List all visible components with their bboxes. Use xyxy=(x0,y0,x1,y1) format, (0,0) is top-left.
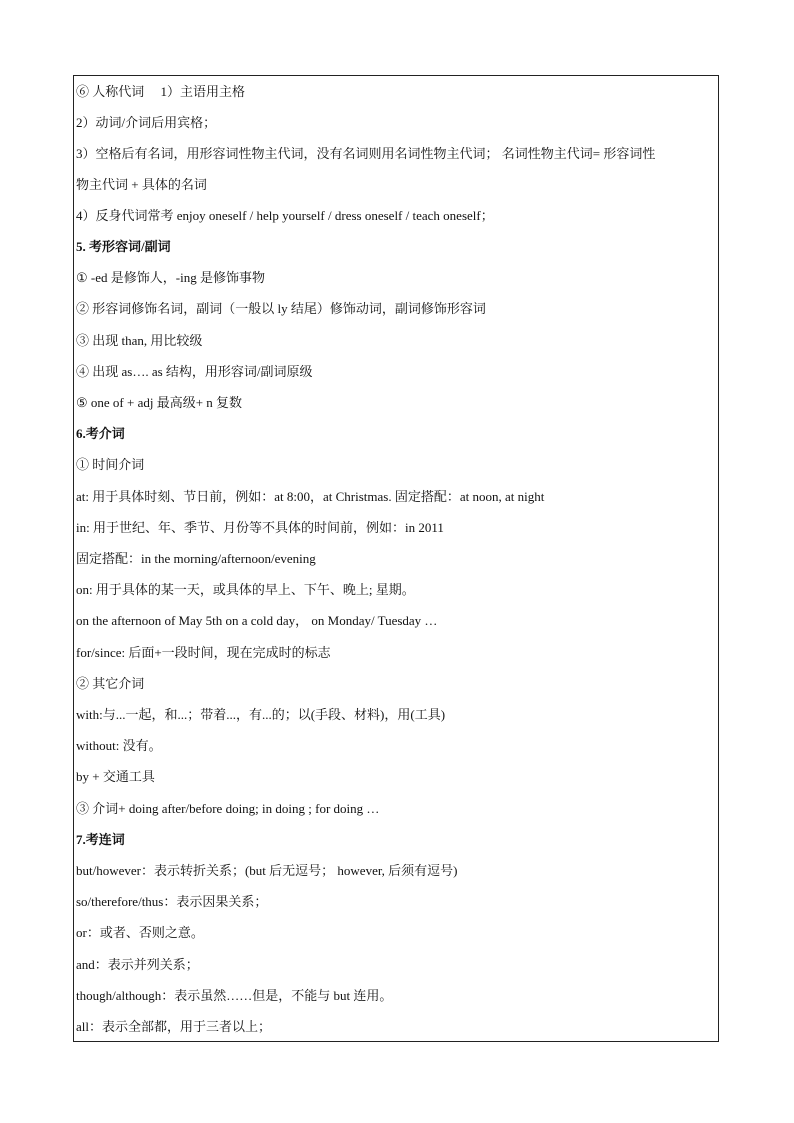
section-heading: 5. 考形容词/副词 xyxy=(76,239,171,254)
section-heading: 7.考连词 xyxy=(76,832,125,847)
text-line: on: 用于具体的某一天，或具体的早上、下午、晚上; 星期。 xyxy=(76,582,415,597)
text-line: 3）空格后有名词，用形容词性物主代词，没有名词则用名词性物主代词； 名词性物主代词= 形容词性 xyxy=(76,146,656,161)
text-line: though/although：表示虽然……但是，不能与 but 连用。 xyxy=(76,988,393,1003)
text-line: ① 时间介词 xyxy=(76,457,145,472)
text-line: ② 形容词修饰名词，副词（一般以 ly 结尾）修饰动词，副词修饰形容词 xyxy=(76,301,486,316)
text-line: but/however：表示转折关系；(but 后无逗号； however, 后须有逗号) xyxy=(76,863,458,878)
text-line: and：表示并列关系； xyxy=(76,957,199,972)
text-line: ③ 介词+ doing after/before doing; in doing ; for doing … xyxy=(76,801,380,816)
text-line: on the afternoon of May 5th on a cold day， on Monday/ Tuesday … xyxy=(76,613,438,628)
text-line: all：表示全部都，用于三者以上； xyxy=(76,1019,271,1034)
text-line: ⑤ one of + adj 最高级+ n 复数 xyxy=(76,395,243,410)
text-line: ⑥ 人称代词 1）主语用主格 xyxy=(76,84,246,99)
text-line: ③ 出现 than, 用比较级 xyxy=(76,333,203,348)
text-line: 固定搭配：in the morning/afternoon/evening xyxy=(76,551,316,566)
text-line: 物主代词 + 具体的名词 xyxy=(76,177,207,192)
text-line: ① -ed 是修饰人，-ing 是修饰事物 xyxy=(76,270,265,285)
section-heading: 6.考介词 xyxy=(76,426,125,441)
text-line: 2）动词/介词后用宾格； xyxy=(76,115,217,130)
text-line: without: 没有。 xyxy=(76,738,162,753)
text-line: in: 用于世纪、年、季节、月份等不具体的时间前，例如：in 2011 xyxy=(76,520,444,535)
text-line: ② 其它介词 xyxy=(76,676,145,691)
text-line: at: 用于具体时刻、节日前，例如：at 8:00，at Christmas. 固定搭配：at noon, at night xyxy=(76,489,545,504)
text-line: or：或者、否则之意。 xyxy=(76,925,204,940)
text-line: for/since: 后面+一段时间，现在完成时的标志 xyxy=(76,645,331,660)
text-line: with:与...一起，和...；带着...，有...的；以(手段、材料)，用(工具) xyxy=(76,707,446,722)
text-line: by + 交通工具 xyxy=(76,769,155,784)
text-line: 4）反身代词常考 enjoy oneself / help yourself / dress oneself / teach oneself； xyxy=(76,208,494,223)
text-line: ④ 出现 as…. as 结构，用形容词/副词原级 xyxy=(76,364,313,379)
text-line: so/therefore/thus：表示因果关系； xyxy=(76,894,268,909)
